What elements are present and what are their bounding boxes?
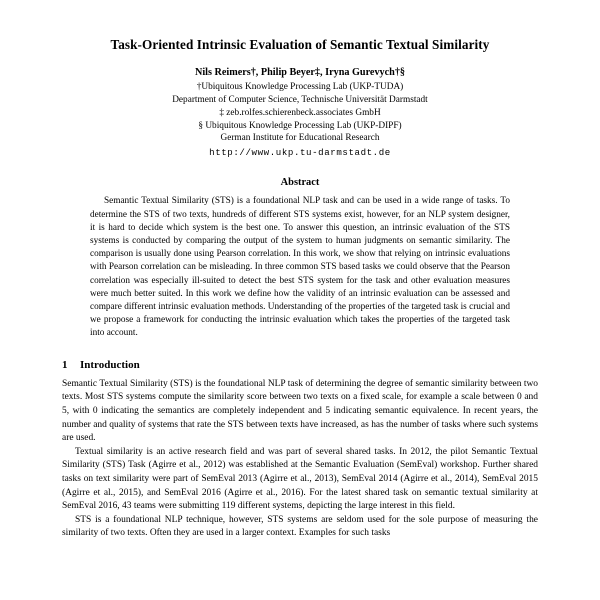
affiliation-2: Department of Computer Science, Technische Universität Darmstadt [172,94,428,105]
intro-paragraph-3: STS is a foundational NLP technique, however, STS systems are seldom used for the sole purpose of measuring the similarity of two texts. Often they are used in a larger context. Examples for such tasks [62,514,538,539]
author-list: Nils Reimers†, Philip Beyer‡, Iryna Gurevych†§ [194,67,406,79]
page-title: Task-Oriented Intrinsic Evaluation of Semantic Textual Similarity [110,37,490,52]
affiliation-5: German Institute for Educational Research [220,133,380,144]
lab-url-link[interactable]: http://www.ukp.tu-darmstadt.de [209,147,391,159]
abstract-heading: Abstract [280,177,320,189]
section-heading-introduction [62,359,538,371]
abstract-text: Semantic Textual Similarity (STS) is a foundational NLP task and can be used in a wide range of tasks. To determine the STS of two texts, hundreds of different STS systems exist, however, for an NLP system designer, it is hard to decide which system is the best one. To answer this question, an intrinsic evaluation of the STS systems is conducted by comparing the output of the system to human judgments on semantic similarity. The comparison is usually done using Pearson correlation. In this work, we show that relying on intrinsic evaluations with Pearson correlation can be misleading. In three common STS based tasks we could observe that the Pearson correlation was especially ill-suited to detect the best STS system for the task and other evaluation measures were much better suited. In this work we define how the validity of an intrinsic evaluation can be assessed and compare different intrinsic evaluation methods. Understanding of the properties of the targeted task is crucial and we propose a framework for conducting the intrinsic evaluation which takes the properties of the targeted task into account. [90,196,510,339]
section-number: 1 [62,358,68,371]
intro-paragraph-2: Textual similarity is an active research field and was part of several shared tasks. In 2012, the pilot Semantic Textual Similarity (STS) Task (Agirre et al., 2012) was established at the Semantic Evaluation (SemEval) workshop. Further shared tasks on text similarity were part of SemEval 2013 (Agirre et al., 2013), SemEval 2014 (Agirre et al., 2014), SemEval 2015 (Agirre et al., 2015), and SemEval 2016 (Agirre et al., 2016). For the latest shared task on semantic textual similarity at SemEval 2016, 43 teams were submitting 119 different systems, depicting the large interest in this field. [62,446,538,512]
affiliation-1: †Ubiquitous Knowledge Processing Lab (UKP-TUDA) [196,82,404,93]
section-title: Introduction [80,358,140,371]
affiliation-3: ‡ zeb.rolfes.schierenbeck.associates GmbH [219,107,381,118]
affiliation-4: § Ubiquitous Knowledge Processing Lab (UKP-DIPF) [198,120,402,131]
intro-paragraph-1: Semantic Textual Similarity (STS) is the foundational NLP task of determining the degree of semantic similarity between two texts. Most STS systems compute the similarity score between two texts on a fixed scale, for example a scale between 0 and 5, with 0 indicating the semantics are completely independent and 5 indicating semantic equivalence. In recent years, the number and quality of systems that rate the STS between texts have increased, as has the number of tasks where such systems are used. [62,378,538,444]
